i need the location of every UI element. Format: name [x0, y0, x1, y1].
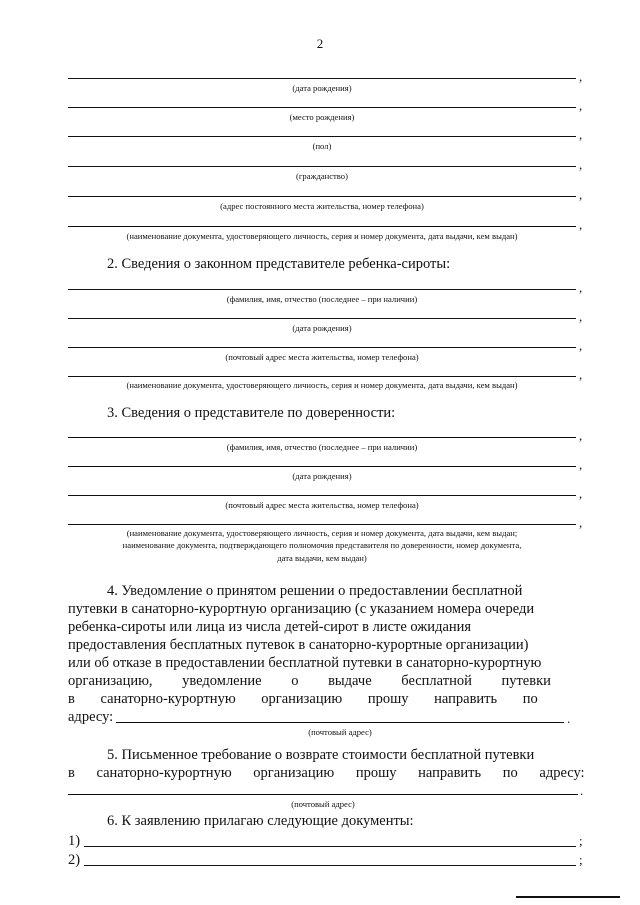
proxy-address-line[interactable] — [68, 495, 576, 496]
attachment-item-2-number: 2) — [68, 852, 81, 868]
guardian-address-line[interactable] — [68, 347, 576, 348]
section6-heading: 6. К заявлению прилагаю следующие документы: — [107, 813, 414, 829]
proxy-name-caption: (фамилия, имя, отчество (последнее – при наличии) — [226, 442, 418, 452]
attachment-item-1-number: 1) — [68, 833, 81, 849]
birth-date-line[interactable] — [68, 78, 576, 79]
section2-heading: 2. Сведения о законном представителе ребенка-сироты: — [107, 256, 451, 272]
page-number: 2 — [316, 36, 324, 51]
section5-address-line[interactable] — [68, 794, 578, 795]
birth-date-caption: (дата рождения) — [292, 83, 352, 93]
guardian-document-line[interactable] — [68, 376, 576, 377]
section4-address-line[interactable] — [116, 722, 564, 723]
proxy-document-caption-line-3: дата выдачи, кем выдан) — [277, 553, 367, 563]
proxy-document-line[interactable] — [68, 524, 576, 525]
section5-address-caption: (почтовый адрес) — [291, 799, 355, 809]
section4-address-label: адресу: — [68, 709, 114, 725]
proxy-birth-date-caption: (дата рождения) — [292, 471, 352, 481]
section4-line-5: или об отказе в предоставлении бесплатной путевки в санаторно-курортную — [68, 655, 542, 671]
section4-line-4: предоставления бесплатных путевок в санаторно-курортные организации) — [68, 637, 529, 653]
proxy-name-line[interactable] — [68, 437, 576, 438]
citizenship-caption: (гражданство) — [296, 171, 348, 181]
guardian-birth-date-line[interactable] — [68, 318, 576, 319]
birth-place-caption: (место рождения) — [289, 112, 355, 122]
residence-address-line[interactable] — [68, 196, 576, 197]
proxy-birth-date-line[interactable] — [68, 466, 576, 467]
section4-line-2: путевки в санаторно-курортную организацию (с указанием номера очереди — [68, 601, 535, 617]
section5-line-1: 5. Письменное требование о возврате стоимости бесплатной путевки — [107, 747, 535, 763]
citizenship-line[interactable] — [68, 166, 576, 167]
birth-place-line[interactable] — [68, 107, 576, 108]
footnote-divider — [516, 896, 620, 898]
section3-heading: 3. Сведения о представителе по доверенности: — [107, 405, 396, 421]
proxy-address-caption: (почтовый адрес места жительства, номер телефона) — [225, 500, 419, 510]
guardian-document-caption: (наименование документа, удостоверяющего личность, серия и номер документа, дата выдачи, кем выдан) — [126, 380, 518, 390]
section4-line-3: ребенка-сироты или лица из числа детей-сирот в листе ожидания — [68, 619, 472, 635]
sex-line[interactable] — [68, 136, 576, 137]
section4-address-caption: (почтовый адрес) — [308, 727, 372, 737]
guardian-address-caption: (почтовый адрес места жительства, номер телефона) — [225, 352, 419, 362]
section4-line-7: в санаторно-курортную организацию прошу направить по — [68, 691, 538, 707]
document-page: 2 , (дата рождения) , (место рождения) , (пол) , (гражданство) , (адрес постоянного места жительства, номер телефона) , (наименование документа, удостоверяющего личность, серия и номер документа, дата выдачи, кем выдан) 2. Сведения о законном представителе ребенка-сироты: , (фамилия, имя, отчество (последнее – при наличии) , (дата рождения) , (почтовый адрес места жительства, номер телефона) , (наименование документа, удостоверяющего личность, серия и номер документа, дата выдачи, кем выдан) 3. Сведения о представителе по доверенности: , (фамилия, имя, отчество (последнее – при наличии) , (дата рождения) , (почтовый адрес места жительства, номер телефона) , (наименование документа, удостоверяющего личность, серия и номер документа, дата выдачи, кем выдан; наименование документа, подтверждающего полномочия представителя по доверенности, номер документа, дата выдачи, кем выдан) 4. Уведомление о принятом решении о предоставлении бесплатной путевки в санаторно-курортную организацию (с указанием номера очереди ребенка-сироты или лица из числа детей-сирот в листе ожидания предоставления бесплатных путевок в санаторно-курортные организации) или об отказе в предоставлении бесплатной путевки в санаторно-курортную организацию, уведомление о выдаче бесплатной путевки в санаторно-курортную организацию прошу направить по адресу: . (почтовый адрес) 5. Письменное требование о возврате стоимости бесплатной путевки в санаторно-курортную организацию прошу направить по адресу: . (почтовый адрес) 6. К заявлению прилагаю следующие документы: 1) ; 2) ; — [0, 0, 640, 905]
section4-line-1: 4. Уведомление о принятом решении о предоставлении бесплатной — [107, 583, 523, 599]
proxy-document-caption-line-2: наименование документа, подтверждающего полномочия представителя по доверенности, номер документа, — [122, 540, 522, 550]
attachment-item-2-line[interactable] — [84, 865, 576, 866]
guardian-birth-date-caption: (дата рождения) — [292, 323, 352, 333]
guardian-name-line[interactable] — [68, 289, 576, 290]
section4-line-6: организацию, уведомление о выдаче бесплатной путевки — [68, 673, 551, 689]
attachment-item-1-line[interactable] — [84, 846, 576, 847]
section5-line-2: в санаторно-курортную организацию прошу направить по адресу: — [68, 765, 585, 781]
sex-caption: (пол) — [312, 141, 332, 151]
identity-document-caption: (наименование документа, удостоверяющего личность, серия и номер документа, дата выдачи, кем выдан) — [126, 231, 518, 241]
identity-document-line[interactable] — [68, 226, 576, 227]
proxy-document-caption-line-1: (наименование документа, удостоверяющего личность, серия и номер документа, дата выдачи, кем выдан; — [126, 528, 518, 538]
residence-address-caption: (адрес постоянного места жительства, номер телефона) — [220, 201, 424, 211]
guardian-name-caption: (фамилия, имя, отчество (последнее – при наличии) — [226, 294, 418, 304]
